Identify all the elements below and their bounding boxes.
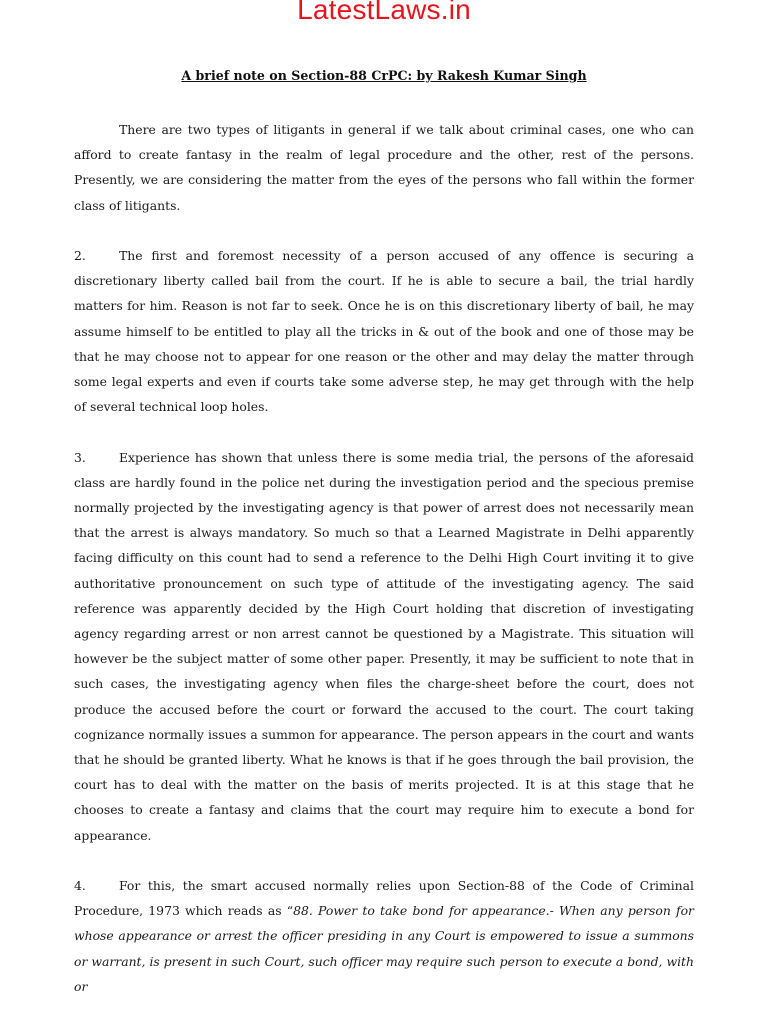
paragraph-1-text: There are two types of litigants in general if we talk about criminal cases, one who can afford to create fantasy in the realm of legal procedure and the other, rest of the persons. Presently, we are considering the matter from the eyes of the persons who fall within the former class of litigants. [74, 122, 694, 213]
paragraph-3 [74, 445, 694, 848]
paragraph-2-number: 2. [74, 248, 86, 263]
section-88-quote: 88. Power to take bond for appearance.- When any person for whose appearance or arrest the officer presiding in any Court is empowered to issue a summons or warrant, is present in such Court, such officer may require such person to execute a bond, with or [74, 903, 694, 994]
site-logo[interactable]: LatestLaws.in [297, 0, 471, 25]
paragraph-4 [74, 873, 694, 999]
paragraph-4-number: 4. [74, 878, 86, 894]
paragraph-2-text: The first and foremost necessity of a person accused of any offence is securing a discretionary liberty called bail from the court. If he is able to secure a bail, the trial hardly matters for him. Reason is not far to seek. Once he is on this discretionary liberty of bail, he may assume himself to be entitled to play all the tricks in & out of the book and one of those may be that he may choose not to appear for one reason or the other and may delay the matter through some legal experts and even if courts take some adverse step, he may get through with the help of several technical loop holes. [74, 248, 694, 415]
paragraph-1 [74, 117, 694, 218]
paragraph-4-text: For this, the smart accused normally relies upon Section-88 of the Code of Criminal Procedure, 1973 which reads as “ [74, 878, 694, 919]
paragraph-3-text: Experience has shown that unless there is some media trial, the persons of the aforesaid class are hardly found in the police net during the investigation period and the specious premise normally projected by the investigating agency is that power of arrest does not necessarily mean that the arrest is always mandatory. So much so that a Learned Magistrate in Delhi apparently facing difficulty on this count had to send a reference to the Delhi High Court inviting it to give authoritative pronouncement on such type of attitude of the investigating agency. The said reference was apparently decided by the High Court holding that discretion of investigating agency regarding arrest or non arrest cannot be questioned by a Magistrate. This situation will however be the subject matter of some other paper. Presently, it may be sufficient to note that in such cases, the investigating agency when files the charge-sheet before the court, does not produce the accused before the court or forward the accused to the court. The court taking cognizance normally issues a summon for appearance. The person appears in the court and wants that he should be granted liberty. What he knows is that if he goes through the bail provision, the court has to deal with the matter on the basis of merits projected. It is at this stage that he chooses to create a fantasy and claims that the court may require him to execute a bond for appearance. [74, 449, 694, 843]
paragraph-2 [74, 243, 694, 419]
paragraph-3-number: 3. [74, 449, 86, 465]
document-body [74, 117, 694, 1024]
document-title: A brief note on Section-88 CrPC: by Rakesh Kumar Singh [181, 68, 587, 83]
